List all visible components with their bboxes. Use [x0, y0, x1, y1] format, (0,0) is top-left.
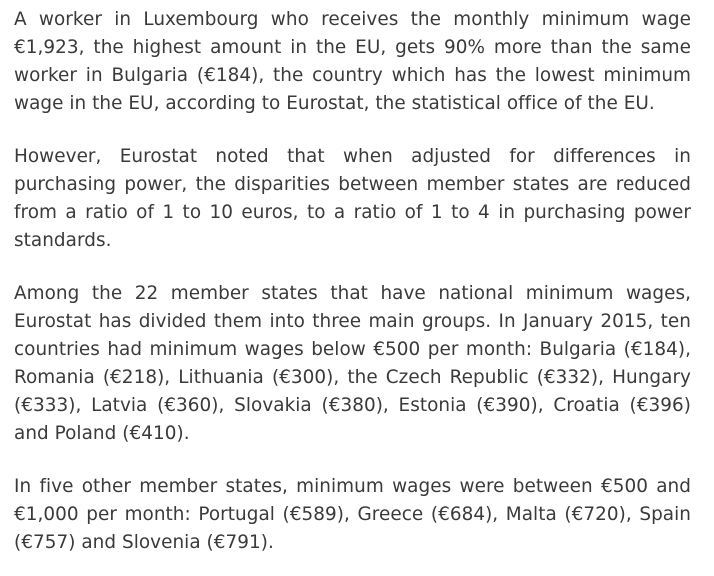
article-body	[14, 6, 691, 557]
paragraph-below-500: Among the 22 member states that have national minimum wages, Eurostat has divided them into three main groups. In January 2015, ten countries had minimum wages below €500 per month: Bulgaria (€184), Romania (€218), Lithuania (€300), the Czech Republic (€332), Hungary (€333), Latvia (€360), Slovakia (€380), Estonia (€390), Croatia (€396) and Poland (€410).	[14, 283, 691, 444]
paragraph-500-to-1000: In five other member states, minimum wages were between €500 and €1,000 per month: Portugal (€589), Greece (€684), Malta (€720), Spain (€757) and Slovenia (€791).	[14, 476, 691, 553]
paragraph-purchasing-power: However, Eurostat noted that when adjusted for differences in purchasing power, the disparities between member states are reduced from a ratio of 1 to 10 euros, to a ratio of 1 to 4 in purchasing power standards.	[14, 146, 691, 251]
paragraph-luxembourg-bulgaria: A worker in Luxembourg who receives the monthly minimum wage €1,923, the highest amount in the EU, gets 90% more than the same worker in Bulgaria (€184), the country which has the lowest minimum wage in the EU, according to Eurostat, the statistical office of the EU.	[14, 9, 691, 114]
